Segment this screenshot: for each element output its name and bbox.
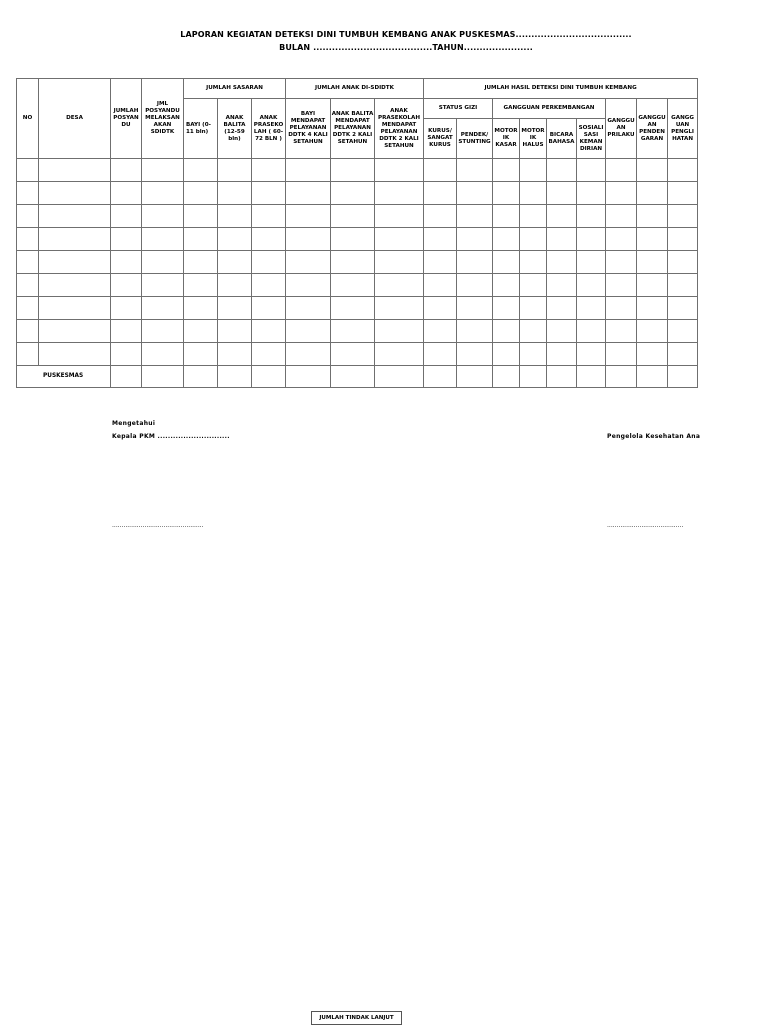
- data-cell[interactable]: [39, 159, 111, 182]
- total-cell[interactable]: [218, 366, 252, 388]
- data-cell[interactable]: [17, 228, 39, 251]
- total-cell[interactable]: [331, 366, 375, 388]
- data-cell[interactable]: [606, 274, 637, 297]
- data-cell[interactable]: [286, 228, 331, 251]
- data-cell[interactable]: [331, 205, 375, 228]
- table-row: [17, 343, 698, 366]
- data-cell[interactable]: [457, 205, 493, 228]
- data-cell[interactable]: [142, 228, 184, 251]
- col-no-header: NO: [17, 79, 39, 159]
- data-cell[interactable]: [111, 205, 142, 228]
- data-cell[interactable]: [577, 320, 606, 343]
- table-row: [17, 182, 698, 205]
- data-cell[interactable]: [547, 228, 577, 251]
- data-cell[interactable]: [218, 297, 252, 320]
- data-cell[interactable]: [252, 320, 286, 343]
- data-cell[interactable]: [424, 205, 457, 228]
- data-cell[interactable]: [457, 228, 493, 251]
- gangguan-perkembangan-header: GANGGUAN PERKEMBANGAN: [493, 99, 606, 119]
- total-cell[interactable]: [142, 366, 184, 388]
- group-didtk-header: JUMLAH ANAK DI-SDIDTK: [286, 79, 424, 99]
- table-row: [17, 297, 698, 320]
- data-cell[interactable]: [111, 320, 142, 343]
- data-cell[interactable]: [606, 297, 637, 320]
- data-cell[interactable]: [493, 205, 520, 228]
- data-cell[interactable]: [331, 297, 375, 320]
- data-cell[interactable]: [668, 228, 698, 251]
- data-cell[interactable]: [17, 343, 39, 366]
- data-cell[interactable]: [184, 205, 218, 228]
- data-cell[interactable]: [142, 159, 184, 182]
- data-cell[interactable]: [331, 182, 375, 205]
- data-cell[interactable]: [668, 320, 698, 343]
- data-cell[interactable]: [493, 274, 520, 297]
- motorik-halus-header: MOTOR IK HALUS: [520, 119, 547, 159]
- col-desa-header: DESA: [39, 79, 111, 159]
- data-cell[interactable]: [218, 159, 252, 182]
- sasaran-prasekolah-header: ANAK PRASEKO LAH ( 60-72 BLN ): [252, 99, 286, 159]
- table-row: [17, 274, 698, 297]
- gangguan-prilaku-header: GANGGU AN PRILAKU: [606, 99, 637, 159]
- data-cell[interactable]: [668, 274, 698, 297]
- sosialisasi-header: SOSIALI SASI KEMAN DIRIAN: [577, 119, 606, 159]
- data-cell[interactable]: [520, 228, 547, 251]
- data-cell[interactable]: [286, 182, 331, 205]
- data-cell[interactable]: [184, 297, 218, 320]
- data-cell[interactable]: [668, 251, 698, 274]
- total-cell[interactable]: [184, 366, 218, 388]
- data-cell[interactable]: [111, 182, 142, 205]
- data-cell[interactable]: [547, 182, 577, 205]
- table-row: [17, 159, 698, 182]
- data-cell[interactable]: [606, 159, 637, 182]
- data-cell[interactable]: [547, 205, 577, 228]
- data-cell[interactable]: [424, 159, 457, 182]
- data-cell[interactable]: [577, 251, 606, 274]
- data-cell[interactable]: [184, 159, 218, 182]
- data-cell[interactable]: [493, 320, 520, 343]
- data-cell[interactable]: [375, 228, 424, 251]
- data-cell[interactable]: [17, 205, 39, 228]
- data-cell[interactable]: [520, 320, 547, 343]
- group-sasaran-header: JUMLAH SASARAN: [184, 79, 286, 99]
- gizi-pendek-header: PENDEK/ STUNTING: [457, 119, 493, 159]
- total-cell[interactable]: [668, 366, 698, 388]
- data-cell[interactable]: [184, 274, 218, 297]
- status-gizi-header: STATUS GIZI: [424, 99, 493, 119]
- puskesmas-total-label: PUSKESMAS: [17, 366, 111, 388]
- data-cell[interactable]: [424, 251, 457, 274]
- data-cell[interactable]: [457, 251, 493, 274]
- total-cell[interactable]: [520, 366, 547, 388]
- didtk-bayi-header: BAYI MENDAPAT PELAYANAN DDTK 4 KALI SETAHUN: [286, 99, 331, 159]
- total-cell[interactable]: [457, 366, 493, 388]
- data-cell[interactable]: [218, 320, 252, 343]
- total-cell[interactable]: [286, 366, 331, 388]
- total-cell[interactable]: [547, 366, 577, 388]
- data-cell[interactable]: [17, 159, 39, 182]
- data-cell[interactable]: [424, 228, 457, 251]
- manager-label: Pengelola Kesehatan Ana: [607, 433, 701, 440]
- col-jumlah-posyandu-header: JUMLAH POSYAN DU: [111, 79, 142, 159]
- gizi-kurus-header: KURUS/ SANGAT KURUS: [424, 119, 457, 159]
- data-cell[interactable]: [520, 297, 547, 320]
- data-cell[interactable]: [184, 343, 218, 366]
- data-cell[interactable]: [142, 182, 184, 205]
- data-cell[interactable]: [637, 320, 668, 343]
- data-cell[interactable]: [493, 251, 520, 274]
- data-cell[interactable]: [637, 251, 668, 274]
- data-cell[interactable]: [424, 274, 457, 297]
- data-cell[interactable]: [668, 182, 698, 205]
- data-cell[interactable]: [142, 297, 184, 320]
- data-cell[interactable]: [252, 205, 286, 228]
- data-cell[interactable]: [637, 274, 668, 297]
- sasaran-balita-header: ANAK BALITA (12-59 bln): [218, 99, 252, 159]
- data-cell[interactable]: [375, 320, 424, 343]
- data-cell[interactable]: [493, 228, 520, 251]
- data-cell[interactable]: [577, 182, 606, 205]
- data-cell[interactable]: [17, 251, 39, 274]
- data-cell[interactable]: [547, 320, 577, 343]
- data-cell[interactable]: [547, 159, 577, 182]
- data-cell[interactable]: [668, 297, 698, 320]
- data-cell[interactable]: [111, 274, 142, 297]
- data-cell[interactable]: [331, 251, 375, 274]
- data-cell[interactable]: [39, 251, 111, 274]
- data-cell[interactable]: [457, 159, 493, 182]
- total-cell[interactable]: [111, 366, 142, 388]
- data-cell[interactable]: [39, 182, 111, 205]
- data-cell[interactable]: [184, 182, 218, 205]
- data-cell[interactable]: [286, 274, 331, 297]
- data-cell[interactable]: [286, 297, 331, 320]
- data-cell[interactable]: [606, 205, 637, 228]
- data-cell[interactable]: [17, 297, 39, 320]
- data-cell[interactable]: [668, 205, 698, 228]
- data-cell[interactable]: [493, 159, 520, 182]
- data-cell[interactable]: [493, 343, 520, 366]
- data-cell[interactable]: [111, 297, 142, 320]
- col-posyandu-sdidtk-header: JML POSYANDU MELAKSAN AKAN SDIDTK: [142, 79, 184, 159]
- data-cell[interactable]: [637, 159, 668, 182]
- data-cell[interactable]: [111, 251, 142, 274]
- group-hasil-header: JUMLAH HASIL DETEKSI DINI TUMBUH KEMBANG: [424, 79, 698, 99]
- didtk-prasekolah-header: ANAK PRASEKOLAH MENDAPAT PELAYANAN DDTK 2 KALI SETAHUN: [375, 99, 424, 159]
- data-cell[interactable]: [142, 205, 184, 228]
- data-cell[interactable]: [547, 343, 577, 366]
- data-cell[interactable]: [520, 343, 547, 366]
- table-row: [17, 228, 698, 251]
- data-cell[interactable]: [577, 205, 606, 228]
- data-cell[interactable]: [375, 205, 424, 228]
- table-row: [17, 320, 698, 343]
- data-cell[interactable]: [606, 251, 637, 274]
- total-cell[interactable]: [637, 366, 668, 388]
- data-cell[interactable]: [637, 228, 668, 251]
- data-cell[interactable]: [606, 320, 637, 343]
- table-row: [17, 251, 698, 274]
- total-cell[interactable]: [606, 366, 637, 388]
- data-cell[interactable]: [457, 320, 493, 343]
- data-cell[interactable]: [111, 228, 142, 251]
- data-cell[interactable]: [142, 343, 184, 366]
- data-cell[interactable]: [331, 274, 375, 297]
- total-cell[interactable]: [252, 366, 286, 388]
- data-cell[interactable]: [457, 274, 493, 297]
- data-cell[interactable]: [218, 251, 252, 274]
- total-cell[interactable]: [375, 366, 424, 388]
- data-cell[interactable]: [637, 205, 668, 228]
- report-period: BULAN ......................................TAHUN......................: [279, 43, 533, 52]
- data-cell[interactable]: [547, 251, 577, 274]
- data-cell[interactable]: [286, 205, 331, 228]
- data-cell[interactable]: [331, 320, 375, 343]
- data-cell[interactable]: [39, 228, 111, 251]
- data-cell[interactable]: [252, 228, 286, 251]
- data-cell[interactable]: [252, 343, 286, 366]
- data-cell[interactable]: [252, 297, 286, 320]
- total-cell[interactable]: [577, 366, 606, 388]
- data-cell[interactable]: [637, 297, 668, 320]
- data-cell[interactable]: [520, 274, 547, 297]
- data-cell[interactable]: [375, 297, 424, 320]
- data-cell[interactable]: [606, 343, 637, 366]
- bicara-bahasa-header: BICARA BAHASA: [547, 119, 577, 159]
- data-cell[interactable]: [252, 159, 286, 182]
- data-cell[interactable]: [218, 228, 252, 251]
- report-title: LAPORAN KEGIATAN DETEKSI DINI TUMBUH KEMBANG ANAK PUSKESMAS.....................................: [180, 30, 632, 39]
- data-cell[interactable]: [520, 205, 547, 228]
- data-cell[interactable]: [457, 343, 493, 366]
- data-cell[interactable]: [577, 343, 606, 366]
- data-cell[interactable]: [375, 159, 424, 182]
- data-cell[interactable]: [17, 320, 39, 343]
- total-cell[interactable]: [424, 366, 457, 388]
- data-cell[interactable]: [577, 228, 606, 251]
- data-cell[interactable]: [39, 343, 111, 366]
- didtk-balita-header: ANAK BALITA MENDAPAT PELAYANAN DDTK 2 KALI SETAHUN: [331, 99, 375, 159]
- data-cell[interactable]: [218, 205, 252, 228]
- data-cell[interactable]: [637, 343, 668, 366]
- data-cell[interactable]: [637, 182, 668, 205]
- data-cell[interactable]: [184, 251, 218, 274]
- data-cell[interactable]: [286, 343, 331, 366]
- data-cell[interactable]: [286, 320, 331, 343]
- data-cell[interactable]: [142, 251, 184, 274]
- signature-line-right: ........................................: [607, 522, 684, 529]
- data-cell[interactable]: [424, 297, 457, 320]
- data-cell[interactable]: [457, 182, 493, 205]
- data-cell[interactable]: [17, 182, 39, 205]
- data-cell[interactable]: [606, 228, 637, 251]
- data-cell[interactable]: [424, 320, 457, 343]
- data-cell[interactable]: [111, 343, 142, 366]
- data-cell[interactable]: [606, 182, 637, 205]
- data-cell[interactable]: [547, 274, 577, 297]
- data-cell[interactable]: [252, 182, 286, 205]
- data-cell[interactable]: [142, 320, 184, 343]
- data-cell[interactable]: [218, 274, 252, 297]
- data-cell[interactable]: [577, 159, 606, 182]
- data-cell[interactable]: [39, 205, 111, 228]
- data-cell[interactable]: [184, 320, 218, 343]
- data-cell[interactable]: [493, 182, 520, 205]
- signature-line-left: ................................................: [112, 522, 204, 529]
- data-cell[interactable]: [39, 274, 111, 297]
- data-cell[interactable]: [668, 343, 698, 366]
- data-cell[interactable]: [184, 228, 218, 251]
- followup-box: JUMLAH TINDAK LANJUT: [311, 1011, 402, 1025]
- acknowledged-label: Mengetahui: [112, 420, 156, 427]
- gangguan-pendengaran-header: GANGGU AN PENDEN GARAN: [637, 99, 668, 159]
- data-cell[interactable]: [424, 343, 457, 366]
- data-cell[interactable]: [252, 274, 286, 297]
- data-cell[interactable]: [493, 297, 520, 320]
- data-cell[interactable]: [39, 297, 111, 320]
- data-cell[interactable]: [111, 159, 142, 182]
- data-cell[interactable]: [457, 297, 493, 320]
- data-cell[interactable]: [424, 182, 457, 205]
- data-cell[interactable]: [218, 343, 252, 366]
- data-cell[interactable]: [252, 251, 286, 274]
- data-cell[interactable]: [286, 251, 331, 274]
- data-cell[interactable]: [331, 228, 375, 251]
- data-cell[interactable]: [375, 251, 424, 274]
- data-cell[interactable]: [547, 297, 577, 320]
- total-cell[interactable]: [493, 366, 520, 388]
- head-pkm-label: Kepala PKM ............................: [112, 433, 230, 440]
- data-cell[interactable]: [331, 159, 375, 182]
- report-table: [16, 78, 698, 388]
- data-cell[interactable]: [286, 159, 331, 182]
- data-cell[interactable]: [39, 320, 111, 343]
- table-row: [17, 205, 698, 228]
- motorik-kasar-header: MOTOR IK KASAR: [493, 119, 520, 159]
- data-cell[interactable]: [17, 274, 39, 297]
- data-cell[interactable]: [218, 182, 252, 205]
- data-cell[interactable]: [331, 343, 375, 366]
- data-cell[interactable]: [520, 159, 547, 182]
- data-cell[interactable]: [142, 274, 184, 297]
- data-cell[interactable]: [520, 182, 547, 205]
- data-cell[interactable]: [577, 297, 606, 320]
- data-cell[interactable]: [375, 343, 424, 366]
- data-cell[interactable]: [375, 182, 424, 205]
- data-cell[interactable]: [375, 274, 424, 297]
- data-cell[interactable]: [520, 251, 547, 274]
- data-cell[interactable]: [668, 159, 698, 182]
- sasaran-bayi-header: BAYI (0-11 bln): [184, 99, 218, 159]
- gangguan-penglihatan-header: GANGG UAN PENGLI HATAN: [668, 99, 698, 159]
- data-cell[interactable]: [577, 274, 606, 297]
